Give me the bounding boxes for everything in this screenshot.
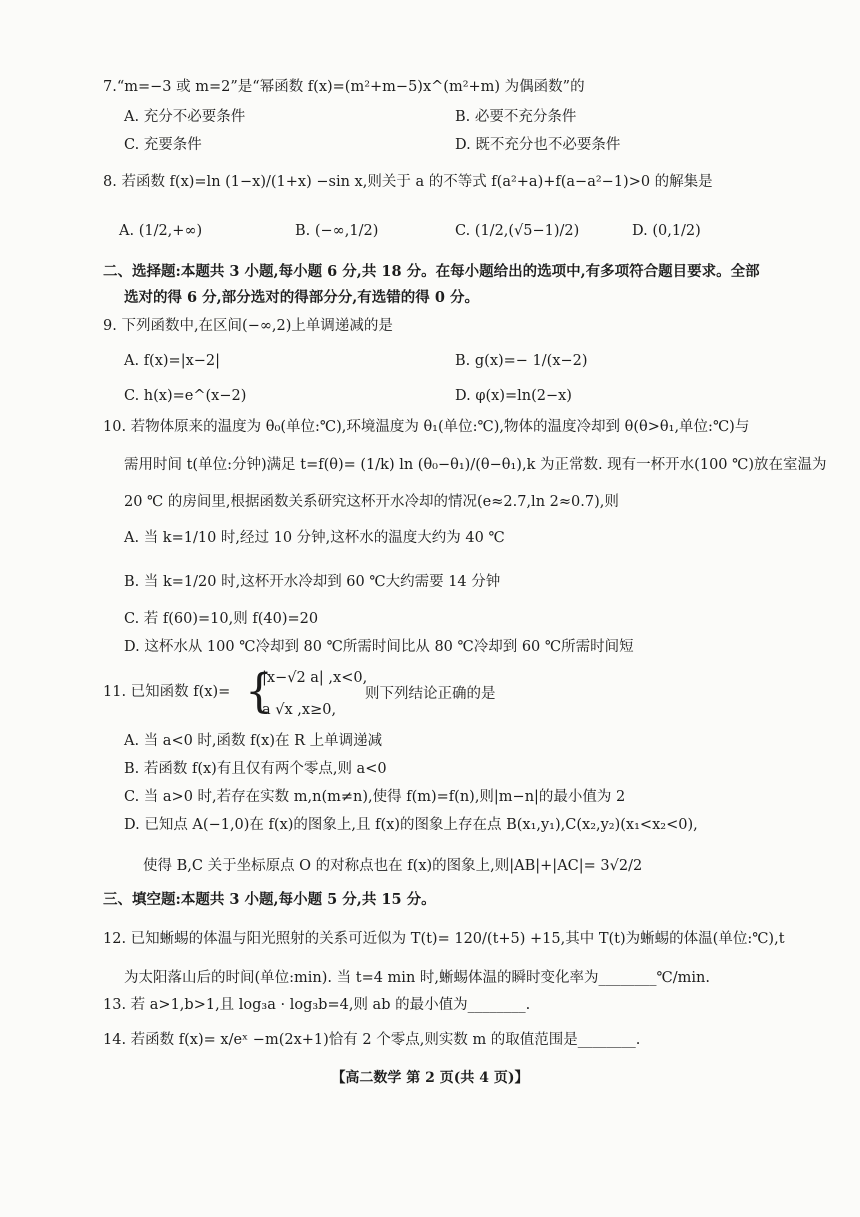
- q11-case-2: a √x ,x≥0,: [262, 702, 337, 718]
- q8-stem: 8. 若函数 f(x)=ln (1−x)/(1+x) −sin x,则关于 a 的不等式 f(a²+a)+f(a−a²−1)>0 的解集是: [103, 174, 713, 190]
- q9-option-b: B. g(x)=− 1/(x−2): [455, 353, 588, 369]
- q11-option-d-line-1: D. 已知点 A(−1,0)在 f(x)的图象上,且 f(x)的图象上存在点 B(x₁,y₁),C(x₂,y₂)(x₁<x₂<0),: [124, 817, 698, 833]
- q9-option-d: D. φ(x)=ln(2−x): [455, 388, 572, 404]
- q12-stem-line-1: 12. 已知蜥蜴的体温与阳光照射的关系可近似为 T(t)= 120/(t+5) +15,其中 T(t)为蜥蜴的体温(单位:℃),t: [103, 931, 785, 947]
- q10-option-a: A. 当 k=1/10 时,经过 10 分钟,这杯水的温度大约为 40 ℃: [124, 530, 505, 546]
- q7-option-c: C. 充要条件: [124, 137, 202, 153]
- q10-stem-line-3: 20 ℃ 的房间里,根据函数关系研究这杯开水冷却的情况(e≈2.7,ln 2≈0.7),则: [124, 494, 619, 510]
- piecewise-brace: {: [245, 664, 273, 719]
- q10-option-c: C. 若 f(60)=10,则 f(40)=20: [124, 611, 319, 627]
- q11-lead: 11. 已知函数 f(x)=: [103, 684, 231, 700]
- q14-stem: 14. 若函数 f(x)= x/eˣ −m(2x+1)恰有 2 个零点,则实数 m 的取值范围是________.: [103, 1032, 641, 1048]
- q7-option-b: B. 必要不充分条件: [455, 109, 577, 125]
- q8-option-d: D. (0,1/2): [632, 223, 701, 239]
- q11-option-c: C. 当 a>0 时,若存在实数 m,n(m≠n),使得 f(m)=f(n),则|m−n|的最小值为 2: [124, 789, 626, 805]
- q11-tail: 则下列结论正确的是: [365, 686, 496, 702]
- q9-option-a: A. f(x)=|x−2|: [124, 353, 221, 369]
- q7-option-d: D. 既不充分也不必要条件: [455, 137, 621, 153]
- q8-option-c: C. (1/2,(√5−1)/2): [455, 223, 580, 239]
- q9-option-c: C. h(x)=e^(x−2): [124, 388, 247, 404]
- q7-option-a: A. 充分不必要条件: [124, 109, 246, 125]
- section-2-instructions: 选对的得 6 分,部分选对的得部分分,有选错的得 0 分。: [124, 289, 479, 306]
- q8-option-b: B. (−∞,1/2): [295, 223, 379, 239]
- q11-option-b: B. 若函数 f(x)有且仅有两个零点,则 a<0: [124, 761, 387, 777]
- page-footer: 【高二数学 第 2 页(共 4 页)】: [331, 1070, 529, 1086]
- q13-stem: 13. 若 a>1,b>1,且 log₃a · log₃b=4,则 ab 的最小值为________.: [103, 997, 531, 1013]
- section-2-heading: 二、选择题:本题共 3 小题,每小题 6 分,共 18 分。在每小题给出的选项中,有多项符合题目要求。全部: [103, 263, 760, 280]
- q9-stem: 9. 下列函数中,在区间(−∞,2)上单调递减的是: [103, 318, 393, 334]
- q7-stem: 7.“m=−3 或 m=2”是“幂函数 f(x)=(m²+m−5)x^(m²+m) 为偶函数”的: [103, 79, 585, 95]
- q10-stem-line-1: 10. 若物体原来的温度为 θ₀(单位:℃),环境温度为 θ₁(单位:℃),物体的温度冷却到 θ(θ>θ₁,单位:℃)与: [103, 419, 750, 435]
- q12-stem-line-2: 为太阳落山后的时间(单位:min). 当 t=4 min 时,蜥蜴体温的瞬时变化率为________℃/min.: [124, 970, 710, 986]
- section-3-heading: 三、填空题:本题共 3 小题,每小题 5 分,共 15 分。: [103, 891, 436, 908]
- q10-stem-line-2: 需用时间 t(单位:分钟)满足 t=f(θ)= (1/k) ln (θ₀−θ₁)/(θ−θ₁),k 为正常数. 现有一杯开水(100 ℃)放在室温为: [124, 457, 827, 473]
- q11-option-d-line-2: 使得 B,C 关于坐标原点 O 的对称点也在 f(x)的图象上,则|AB|+|AC|= 3√2/2: [143, 858, 643, 874]
- q10-option-b: B. 当 k=1/20 时,这杯开水冷却到 60 ℃大约需要 14 分钟: [124, 574, 501, 590]
- q10-option-d: D. 这杯水从 100 ℃冷却到 80 ℃所需时间比从 80 ℃冷却到 60 ℃所需时间短: [124, 639, 634, 655]
- q11-option-a: A. 当 a<0 时,函数 f(x)在 R 上单调递减: [124, 733, 383, 749]
- q8-option-a: A. (1/2,+∞): [119, 223, 203, 239]
- q11-case-1: |x−√2 a| ,x<0,: [262, 670, 368, 686]
